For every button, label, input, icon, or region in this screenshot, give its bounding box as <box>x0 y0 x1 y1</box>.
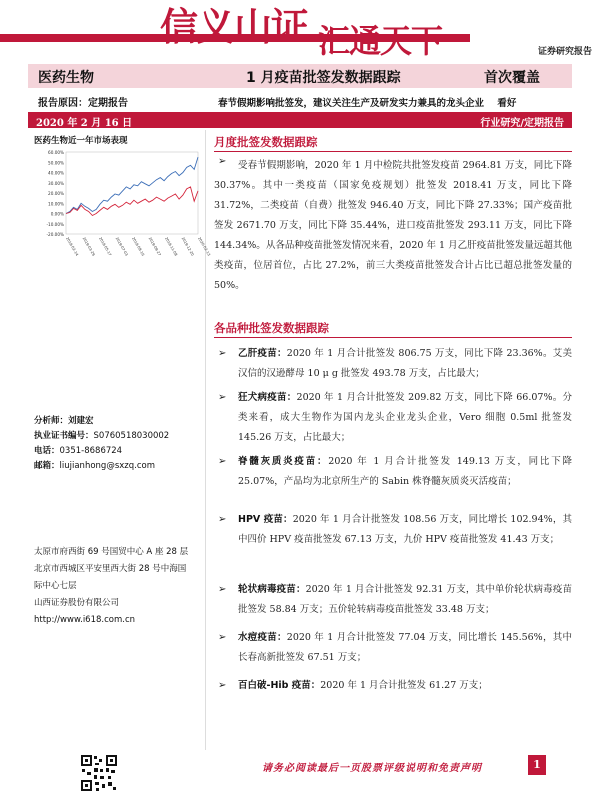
section-title-monthly: 月度批签发数据跟踪 <box>214 135 318 149</box>
list-item-body <box>238 676 572 696</box>
list-item-body <box>238 580 572 620</box>
y-tick-label: 20.00% <box>48 191 64 196</box>
subtitle-text: 春节假期影响批签发，建议关注生产及研发实力兼具的龙头企业 <box>218 98 485 109</box>
report-type: 证券研究报告 <box>537 47 592 57</box>
y-tick-label: -10.00% <box>46 221 64 227</box>
analyst-row <box>34 414 169 429</box>
left-sidebar <box>28 130 212 750</box>
phone-row <box>34 444 169 459</box>
rating: 首次覆盖 <box>484 70 540 86</box>
list-item <box>214 628 572 668</box>
phone-label: 电话： <box>34 446 60 456</box>
y-tick-label: -20.00% <box>46 232 64 237</box>
x-tick-label: 2020-02-13 <box>197 236 212 257</box>
bullet-arrow-icon: ➢ <box>218 584 227 595</box>
report-category: 行业研究/定期报告 <box>480 118 564 129</box>
list-item <box>214 344 572 384</box>
vaccine-name: 百白破-Hib 疫苗： <box>238 680 321 691</box>
bullet-arrow-icon: ➢ <box>218 156 227 167</box>
title-bar <box>28 64 572 88</box>
list-item <box>214 676 572 696</box>
subtitle-rating: 看好 <box>497 98 517 109</box>
list-item <box>214 510 572 550</box>
y-tick-label: 50.00% <box>48 160 64 166</box>
vaccine-name: 轮状病毒疫苗： <box>238 584 306 595</box>
chart-title: 医药生物近一年市场表现 <box>34 136 128 146</box>
vaccine-name: HPV 疫苗： <box>238 514 293 525</box>
list-item-body <box>238 452 572 492</box>
vaccine-desc: 2020 年 1 月合计批签发 149.13 万支，同比下降 25.07%，产品均为北京所生产的 Sabin 株脊髓灰质炎灭活疫苗； <box>238 456 572 487</box>
x-tick-label: 2019-07-03 <box>114 236 129 257</box>
vaccine-desc: 2020 年 1 月合计批签发 806.75 万支，同比下降 23.36%。艾美汉信的汉逊酵母 10 μ g 批签发 493.78 万支，占比最大； <box>238 348 572 379</box>
cert-number: S0760518030002 <box>93 431 170 441</box>
monthly-summary-paragraph: 受春节假期影响，2020 年 1 月中检院共批签发疫苗 2964.81 万支，同比下降 30.37%。其中一类疫苗（国家免疫规划）批签发 2018.41 万支，同比下降 31.72%，二类疫苗（自费）批签发 946.40 万支，同比下降 27.33%；国产疫苗批签发 2671.70 万支，同比下降 35.44%，进口疫苗批签发 293.11 万支，同比下降 144.34%。从各品种疫苗批签发情况来看，2020 年 1 月乙肝疫苗批签发量远超其他类疫苗，位居首位，占比 27.2%，前三大类疫苗批签发合计占比已超总批签发量的 50%。 <box>214 160 572 291</box>
list-item-body <box>238 388 572 448</box>
series-line-0 <box>66 157 198 213</box>
report-date: 2020 年 2 月 16 日 <box>36 118 133 129</box>
list-item-body <box>238 510 572 550</box>
analyst-name: 刘建宏 <box>68 416 94 426</box>
list-item <box>214 452 572 492</box>
section-title-varieties: 各品种批签发数据跟踪 <box>214 321 329 335</box>
x-tick-label: 2019-09-27 <box>147 236 162 257</box>
email-row <box>34 459 169 474</box>
y-tick-label: 40.00% <box>48 170 64 176</box>
email-address[interactable]: liujianhong@sxzq.com <box>59 461 155 471</box>
list-item <box>214 580 572 620</box>
y-tick-label: 0.00% <box>50 211 64 217</box>
email-label: 邮箱： <box>34 461 60 471</box>
x-tick-label: 2019-02-14 <box>65 236 80 257</box>
bullet-arrow-icon: ➢ <box>218 392 227 403</box>
slogan-part2: 汇通天下 <box>318 22 443 60</box>
market-performance-chart <box>32 146 212 258</box>
list-item <box>214 388 572 448</box>
list-item-body <box>238 628 572 668</box>
section-divider <box>214 151 572 152</box>
vaccine-desc: 2020 年 1 月合计批签发 77.04 万支，同比增长 145.56%，其中长春高新批签发 67.51 万支； <box>238 632 572 663</box>
vaccine-name: 脊髓灰质炎疫苗： <box>238 456 329 467</box>
section-divider <box>214 337 572 338</box>
series-line-1 <box>66 187 198 216</box>
bullet-arrow-icon: ➢ <box>218 456 227 467</box>
report-title: 1 月疫苗批签发数据跟踪 <box>246 70 401 86</box>
analyst-label: 分析师： <box>34 416 69 426</box>
address-line: 太原市府西街 69 号国贸中心 A 座 28 层 <box>34 547 189 557</box>
footer-disclaimer: 请务必阅读最后一页股票评级说明和免责声明 <box>262 763 482 774</box>
reason-row <box>28 94 572 110</box>
chart-plot-area <box>66 152 198 234</box>
header-banner <box>0 0 600 58</box>
vaccine-name: 水痘疫苗： <box>238 632 287 643</box>
vaccine-desc: 2020 年 1 月合计批签发 108.56 万支，同比增长 102.94%，其中四价 HPV 疫苗批签发 67.13 万支，九价 HPV 疫苗批签发 41.43 万支； <box>238 514 572 545</box>
vaccine-desc: 2020 年 1 月合计批签发 61.27 万支； <box>320 680 488 691</box>
x-tick-label: 2019-11-08 <box>164 236 179 257</box>
bullet-arrow-icon: ➢ <box>218 348 227 359</box>
bullet-arrow-icon: ➢ <box>218 514 227 525</box>
y-tick-label: 60.00% <box>48 150 64 155</box>
company-slogan-logo <box>160 0 443 60</box>
report-subtitle <box>218 95 516 109</box>
address-line: 山西证券股份有限公司 <box>34 598 120 608</box>
address-line: 北京市西城区平安里西大街 28 号中海国 <box>34 564 187 574</box>
date-bar <box>28 112 572 128</box>
list-item-body <box>238 344 572 384</box>
vaccine-desc: 2020 年 1 月合计批签发 209.82 万支，同比下降 66.07%。分类来看，成大生物作为国内龙头企业龙头企业，Vero 细胞 0.5ml 批签发 145.26 万支，占比最大； <box>238 392 572 443</box>
address-line: 际中心七层 <box>34 581 77 591</box>
y-tick-label: 10.00% <box>48 201 64 207</box>
cert-row <box>34 429 169 444</box>
phone-number: 0351-8686724 <box>59 446 123 456</box>
bullet-arrow-icon: ➢ <box>218 632 227 643</box>
website-link[interactable]: http://www.i618.com.cn <box>34 615 136 625</box>
analyst-info <box>34 414 169 474</box>
y-tick-label: 30.00% <box>48 180 64 186</box>
vaccine-name: 乙肝疫苗： <box>238 348 287 359</box>
industry-name: 医药生物 <box>38 70 94 86</box>
vaccine-desc: 2020 年 1 月合计批签发 92.31 万支，其中单价轮状病毒疫苗批签发 58.84 万支；五价轮转病毒疫苗批签发 33.48 万支； <box>238 584 572 615</box>
x-tick-label: 2019-08-16 <box>131 236 146 257</box>
cert-label: 执业证书编号： <box>34 431 94 441</box>
bullet-arrow-icon: ➢ <box>218 680 227 691</box>
x-tick-label: 2019-12-20 <box>180 236 195 257</box>
slogan-part1: 信义山证 <box>160 5 309 49</box>
qr-code-icon <box>80 754 118 792</box>
page-number: 1 <box>528 755 546 775</box>
x-tick-label: 2019-05-17 <box>98 236 113 257</box>
report-reason: 报告原因：定期报告 <box>38 98 128 109</box>
company-address <box>34 544 206 629</box>
x-tick-label: 2019-03-29 <box>81 236 96 257</box>
vaccine-name: 狂犬病疫苗： <box>238 392 297 403</box>
